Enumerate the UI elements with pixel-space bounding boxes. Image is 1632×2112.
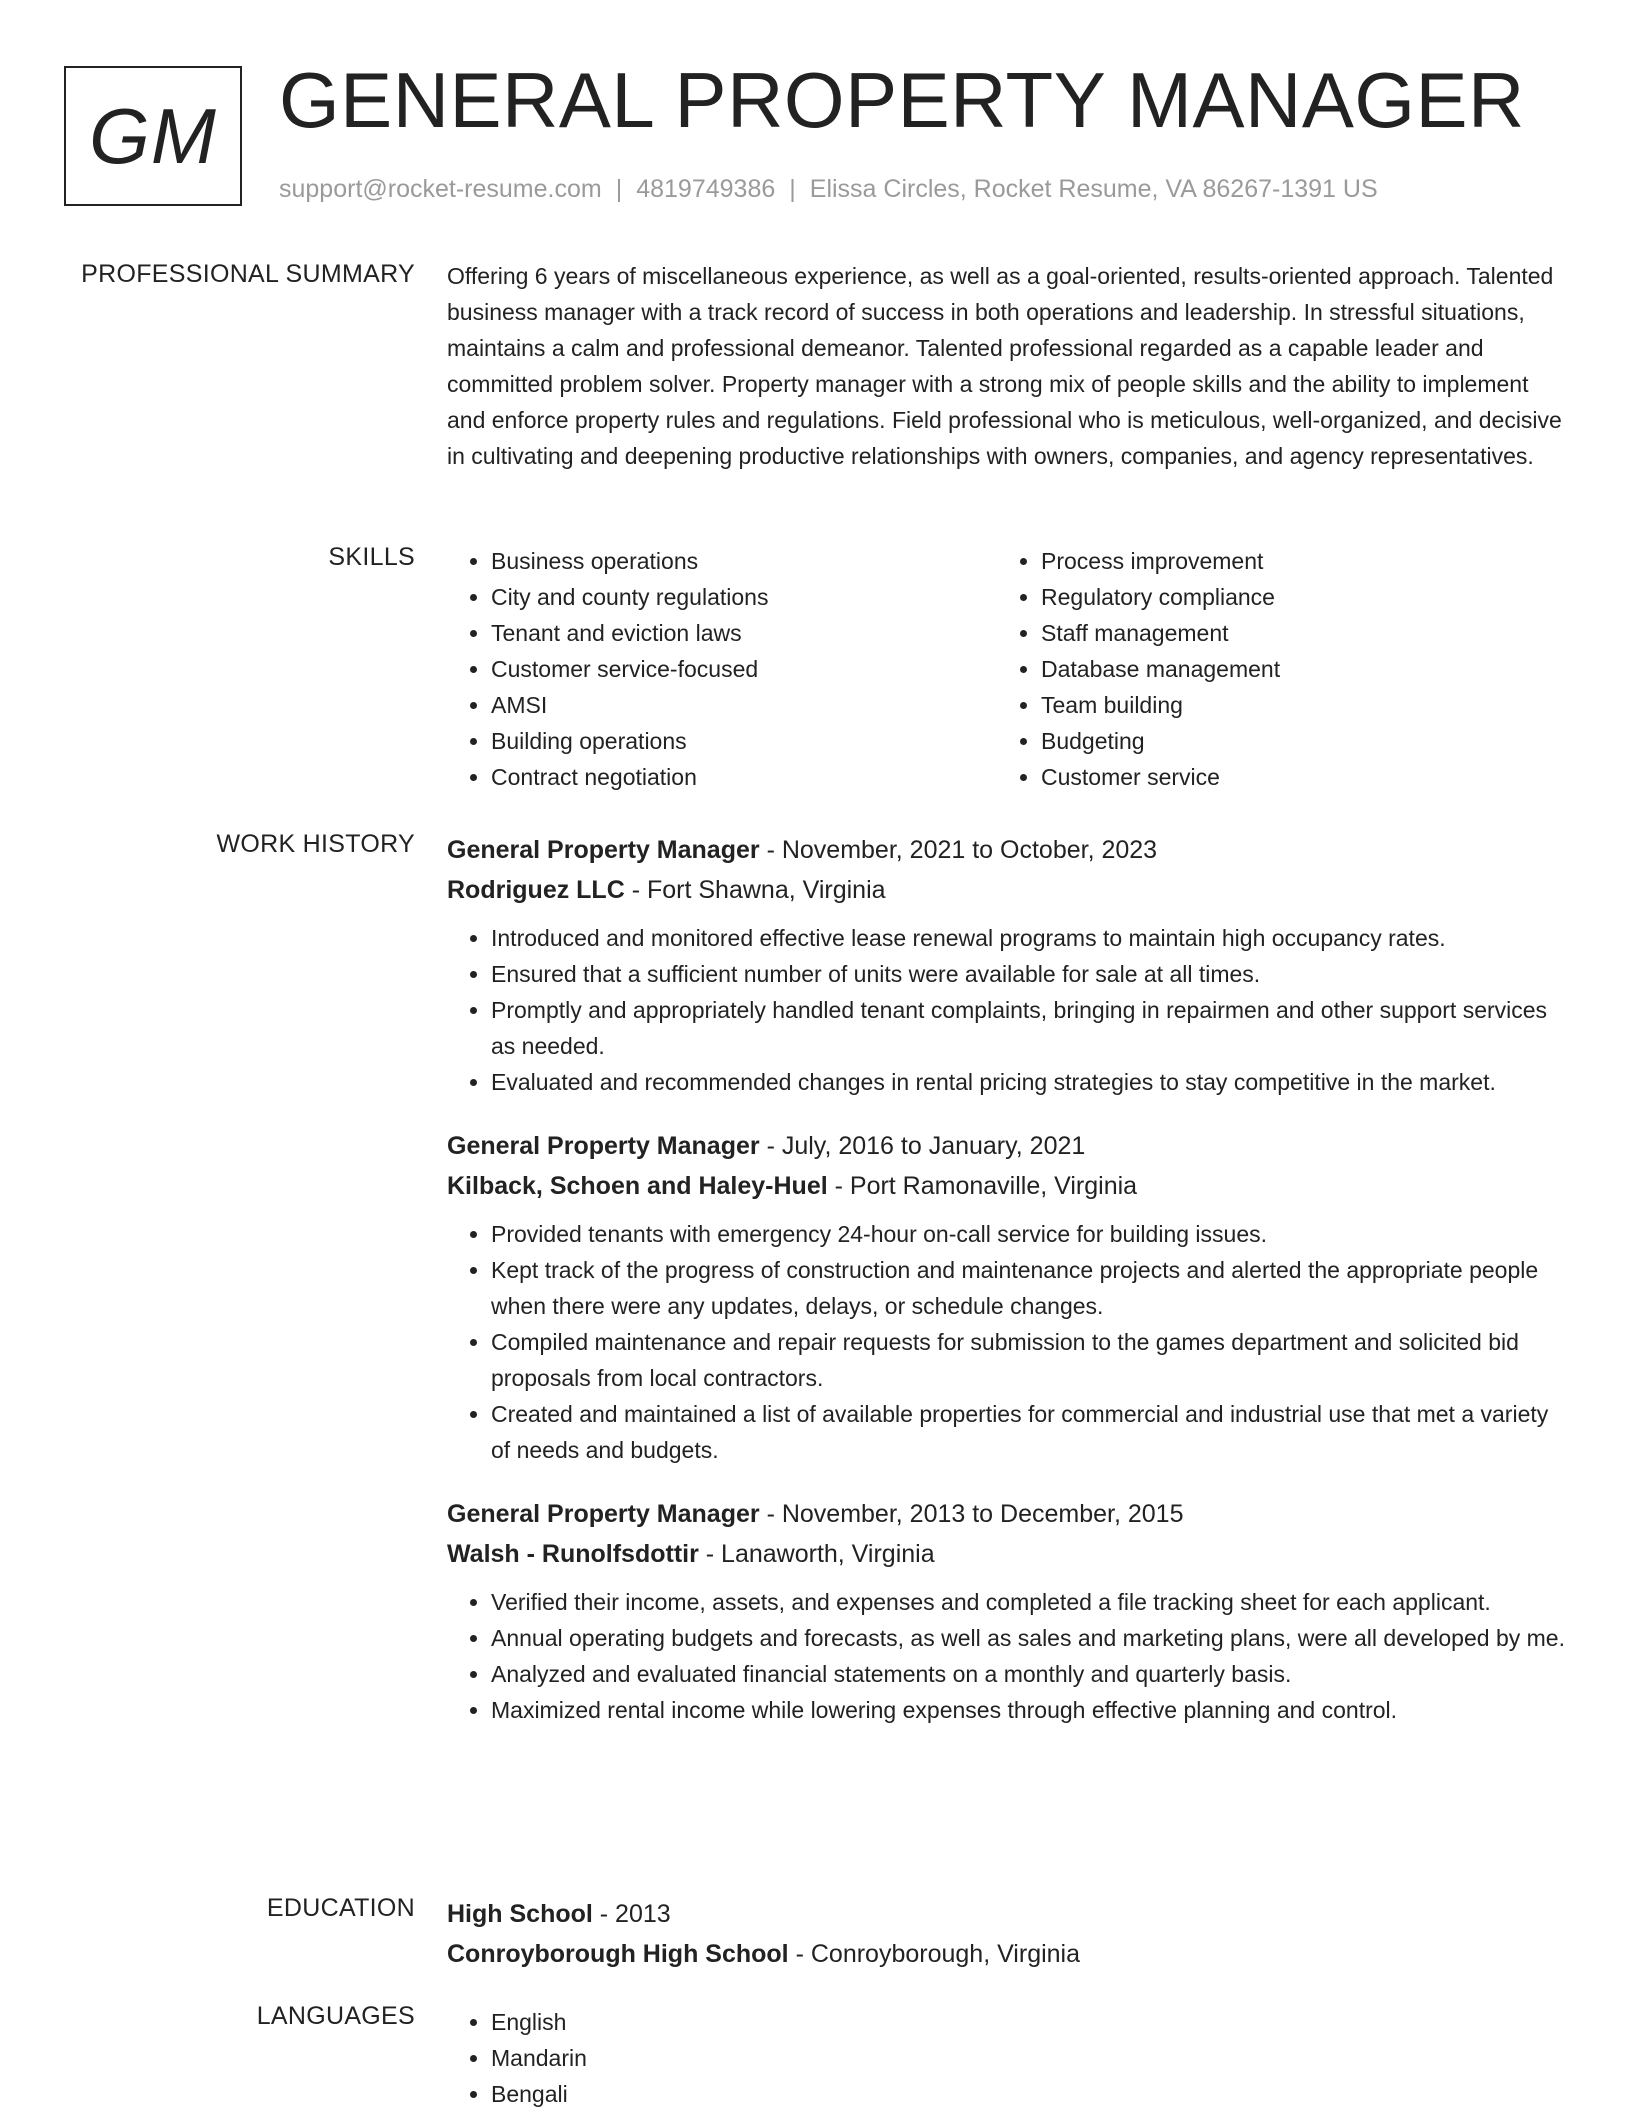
job-location: - Port Ramonaville, Virginia xyxy=(827,1172,1138,1200)
job-bullets xyxy=(447,1584,1567,1728)
job-location: - Lanaworth, Virginia xyxy=(698,1540,935,1568)
job-bullet: • Ensured that a sufficient number of units were available for sale at all times. xyxy=(491,956,1567,992)
monogram-box: GM xyxy=(64,66,242,206)
job-entry xyxy=(447,1126,1567,1468)
contact-separator: | xyxy=(789,175,796,203)
skill-item: • AMSI xyxy=(491,687,997,723)
summary-body xyxy=(447,258,1567,474)
job-title: General Property Manager xyxy=(447,836,760,864)
job-company: Rodriguez LLC xyxy=(447,876,625,904)
summary-label: PROFESSIONAL SUMMARY xyxy=(81,260,415,288)
job-bullet: • Introduced and monitored effective lease renewal programs to maintain high occupancy rates. xyxy=(491,920,1567,956)
skills-column-right xyxy=(997,543,1547,795)
job-title: General Property Manager xyxy=(447,1500,760,1528)
language-item: • Mandarin xyxy=(491,2040,1567,2076)
job-title-line xyxy=(447,1494,1567,1534)
job-company-line xyxy=(447,870,1567,910)
job-bullet: • Kept track of the progress of construction and maintenance projects and alerted the appropriate people when there were any updates, delays, or schedule changes. xyxy=(491,1252,1567,1324)
education-school: Conroyborough High School xyxy=(447,1940,789,1968)
job-title-line xyxy=(447,1126,1567,1166)
job-bullet: • Evaluated and recommended changes in rental pricing strategies to stay competitive in the market. xyxy=(491,1064,1567,1100)
education-body xyxy=(447,1894,1567,1974)
job-bullet: • Verified their income, assets, and expenses and completed a file tracking sheet for each applicant. xyxy=(491,1584,1567,1620)
skill-item: • Regulatory compliance xyxy=(1041,579,1547,615)
skill-item: • Tenant and eviction laws xyxy=(491,615,997,651)
education-location: - Conroyborough, Virginia xyxy=(788,1940,1081,1968)
skill-item: • Customer service xyxy=(1041,759,1547,795)
education-year: - 2013 xyxy=(592,1900,671,1928)
skill-item: • Database management xyxy=(1041,651,1547,687)
skill-item: • Team building xyxy=(1041,687,1547,723)
skill-item: • Business operations xyxy=(491,543,997,579)
work-history-label: WORK HISTORY xyxy=(216,830,415,858)
language-item: • Bengali xyxy=(491,2076,1567,2112)
job-company: Kilback, Schoen and Haley-Huel xyxy=(447,1172,828,1200)
summary-text: Offering 6 years of miscellaneous experience, as well as a goal-oriented, results-oriented approach. Talented business manager with a track record of success in both operations and leadership. In stressful situations, maintains a calm and professional demeanor. Talented professional regarded as a capable leader and committed problem solver. Property manager with a strong mix of people skills and the ability to implement and enforce property rules and regulations. Field professional who is meticulous, well-organized, and decisive in cultivating and deepening productive relationships with owners, companies, and agency representatives. xyxy=(447,263,1562,469)
contact-email: support@rocket-resume.com xyxy=(279,175,602,203)
job-bullet: • Maximized rental income while lowering expenses through effective planning and control. xyxy=(491,1692,1567,1728)
job-company: Walsh - Runolfsdottir xyxy=(447,1540,699,1568)
job-bullet: • Compiled maintenance and repair requests for submission to the games department and solicited bid proposals from local contractors. xyxy=(491,1324,1567,1396)
education-label: EDUCATION xyxy=(266,1894,415,1922)
job-location: - Fort Shawna, Virginia xyxy=(624,876,886,904)
job-dates: - November, 2021 to October, 2023 xyxy=(759,836,1158,864)
education-school-line xyxy=(447,1934,1567,1974)
job-dates: - November, 2013 to December, 2015 xyxy=(759,1500,1184,1528)
contact-separator: | xyxy=(615,175,623,203)
job-company-line xyxy=(447,1534,1567,1574)
job-entry xyxy=(447,1494,1567,1728)
skill-item: • Staff management xyxy=(1041,615,1547,651)
job-title: General Property Manager xyxy=(447,1132,760,1160)
job-bullet: • Created and maintained a list of available properties for commercial and industrial use that met a variety of needs and budgets. xyxy=(491,1396,1567,1468)
skill-item: • Contract negotiation xyxy=(491,759,997,795)
job-bullet: • Promptly and appropriately handled tenant complaints, bringing in repairmen and other support services as needed. xyxy=(491,992,1567,1064)
skill-item: • City and county regulations xyxy=(491,579,997,615)
skill-item: • Customer service-focused xyxy=(491,651,997,687)
language-item: • English xyxy=(491,2004,1567,2040)
skills-label: SKILLS xyxy=(328,543,415,571)
resume-name: GENERAL PROPERTY MANAGER xyxy=(279,56,1525,144)
languages-label: LANGUAGES xyxy=(256,2002,415,2030)
education-degree: High School xyxy=(447,1900,593,1928)
job-bullets xyxy=(447,1216,1567,1468)
skill-item: • Building operations xyxy=(491,723,997,759)
job-dates: - July, 2016 to January, 2021 xyxy=(759,1132,1086,1160)
work-history-body xyxy=(447,830,1567,1754)
languages-body xyxy=(447,2004,1567,2112)
job-bullet: • Annual operating budgets and forecasts, as well as sales and marketing plans, were all developed by me. xyxy=(491,1620,1567,1656)
job-bullet: • Analyzed and evaluated financial statements on a monthly and quarterly basis. xyxy=(491,1656,1567,1692)
contact-address: Elissa Circles, Rocket Resume, VA 86267-1391 US xyxy=(809,175,1378,203)
job-entry xyxy=(447,830,1567,1100)
contact-phone: 4819749386 xyxy=(636,175,776,203)
skill-item: • Process improvement xyxy=(1041,543,1547,579)
education-degree-line xyxy=(447,1894,1567,1934)
skill-item: • Budgeting xyxy=(1041,723,1547,759)
job-bullet: • Provided tenants with emergency 24-hour on-call service for building issues. xyxy=(491,1216,1567,1252)
job-company-line xyxy=(447,1166,1567,1206)
contact-line xyxy=(279,175,1378,204)
skills-column-left xyxy=(447,543,997,795)
job-bullets xyxy=(447,920,1567,1100)
job-title-line xyxy=(447,830,1567,870)
skills-body xyxy=(447,543,1567,795)
